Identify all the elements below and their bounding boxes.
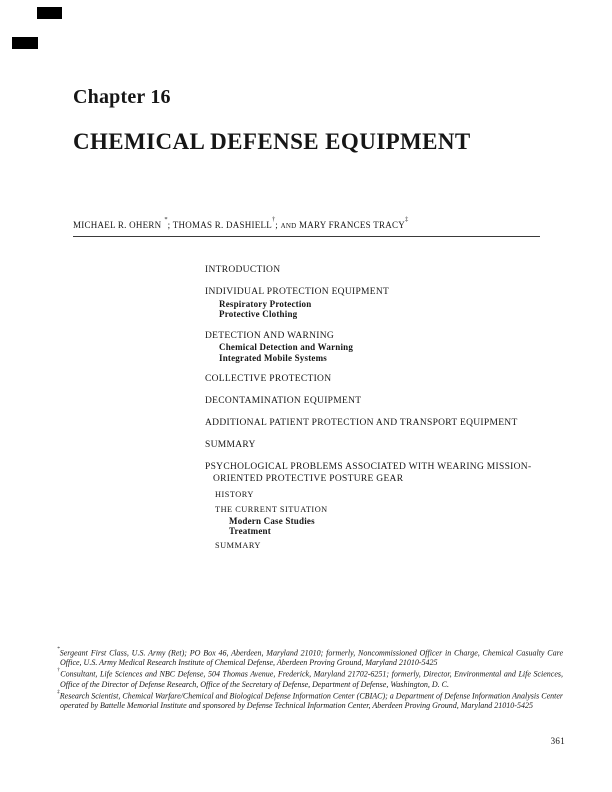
toc-item: Treatment [229,526,271,537]
toc-item: COLLECTIVE PROTECTION [205,374,332,385]
toc-item: Chemical Detection and Warning [219,342,354,353]
scan-artifact-icon [37,7,62,19]
toc-item: Modern Case Studies [229,515,315,526]
author-2: THOMAS R. DASHIELL [172,220,273,230]
footnote-text: Research Scientist, Chemical Warfare/Chemical and Biological Defense Information Center (CBIAC); a Department of Defense Information Analysis Center operated by Battelle Memorial Institute and sponsored by Defense Technical Information Center, Aberdeen Proving Ground, Maryland 21010-5425 [59,691,564,710]
scan-artifact-icon [12,37,38,49]
toc-item: Integrated Mobile Systems [219,352,327,363]
toc-item: THE CURRENT SITUATION [215,504,328,514]
byline [73,216,409,230]
toc-item: SUMMARY [205,440,256,451]
footnote-text: Consultant, Life Sciences and NBC Defense, 504 Thomas Avenue, Frederick, Maryland 21702-6251; formerly, Director, Environmental and Life Sciences, Office of the Director of Defense Research, Office of the Secretary of Defense, Department of Defense, Washington, D. C. [60,669,563,689]
footnote-marker: * [57,646,60,652]
toc-item: Respiratory Protection [219,298,312,309]
chapter-label: Chapter 16 [73,86,171,108]
toc-item: DETECTION AND WARNING [205,330,335,341]
toc-item: DECONTAMINATION EQUIPMENT [205,396,362,407]
footnote [57,668,563,689]
footnote [57,690,563,711]
asterisk-marker: * [164,216,168,223]
toc-item: PSYCHOLOGICAL PROBLEMS ASSOCIATED WITH WEARING MISSION-ORIENTED PROTECTIVE POSTURE GEAR [205,462,532,484]
toc-item: Protective Clothing [219,309,298,320]
toc-item: SUMMARY [215,541,261,551]
toc [205,265,561,552]
double-dagger-marker: ‡ [405,216,409,223]
byline-conjunction: AND [280,222,297,230]
author-3: MARY FRANCES TRACY [298,220,406,230]
toc-item: HISTORY [215,489,254,499]
page-number: 361 [550,736,565,746]
footnote-marker: ‡ [57,688,60,695]
chapter-title: CHEMICAL DEFENSE EQUIPMENT [73,129,471,154]
dagger-marker: † [272,216,276,223]
footnote-text: Sergeant First Class, U.S. Army (Ret); PO Box 46, Aberdeen, Maryland 21010; formerly, Noncommissioned Officer in Charge, Chemical Casualty Care Office, U.S. Army Medical Research Institute of Chemical Defense, Aberdeen Proving Ground, Maryland 21010-5425 [59,648,563,668]
footnote-marker: † [57,667,61,674]
toc-item: INTRODUCTION [205,265,281,275]
toc-item: ADDITIONAL PATIENT PROTECTION AND TRANSPORT EQUIPMENT [205,418,518,429]
toc-item: INDIVIDUAL PROTECTION EQUIPMENT [205,287,390,297]
byline-separator: ; [275,220,279,230]
footnote [57,647,563,668]
footnotes [57,647,563,711]
author-1: MICHAEL R. OHERN [73,220,162,230]
byline-divider [73,236,540,237]
byline-separator: ; [167,220,171,230]
